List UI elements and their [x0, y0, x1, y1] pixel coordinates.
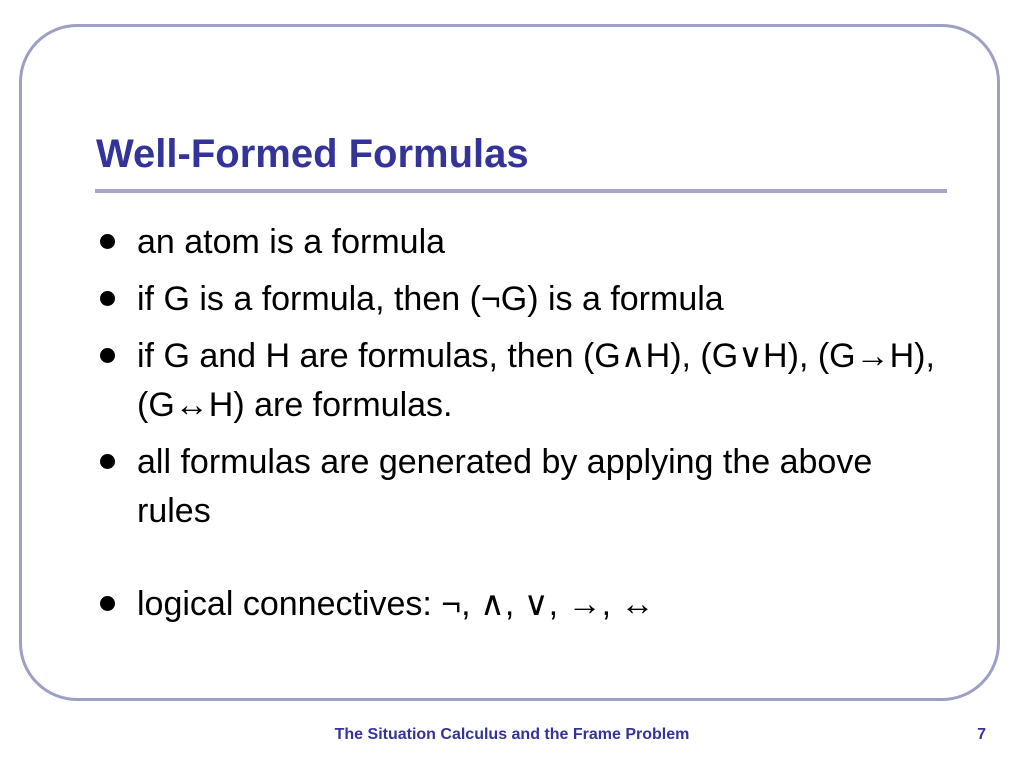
bullet-item [95, 438, 955, 536]
bullet-list [95, 218, 955, 637]
page-number: 7 [977, 726, 986, 743]
bullet-dot-icon [100, 596, 115, 611]
bullet-text: if G and H are formulas, then (G∧H), (G∨H), (G→H), (G↔H) are formulas. [137, 337, 935, 424]
bullet-dot-icon [100, 291, 115, 306]
bullet-item [95, 580, 955, 629]
bullet-text: an atom is a formula [137, 223, 446, 261]
bullet-dot-icon [100, 234, 115, 249]
bullet-text: if G is a formula, then (¬G) is a formula [137, 280, 724, 318]
bullet-item [95, 275, 955, 324]
title-divider [95, 189, 947, 193]
bullet-dot-icon [100, 348, 115, 363]
bullet-item [95, 332, 955, 430]
bullet-text: all formulas are generated by applying the above rules [137, 443, 873, 530]
bullet-dot-icon [100, 454, 115, 469]
bullet-text: logical connectives: ¬, ∧, ∨, →, ↔ [137, 585, 655, 623]
slide-footer: The Situation Calculus and the Frame Problem [334, 726, 690, 743]
slide-title: Well-Formed Formulas [96, 132, 529, 176]
bullet-item [95, 218, 955, 267]
